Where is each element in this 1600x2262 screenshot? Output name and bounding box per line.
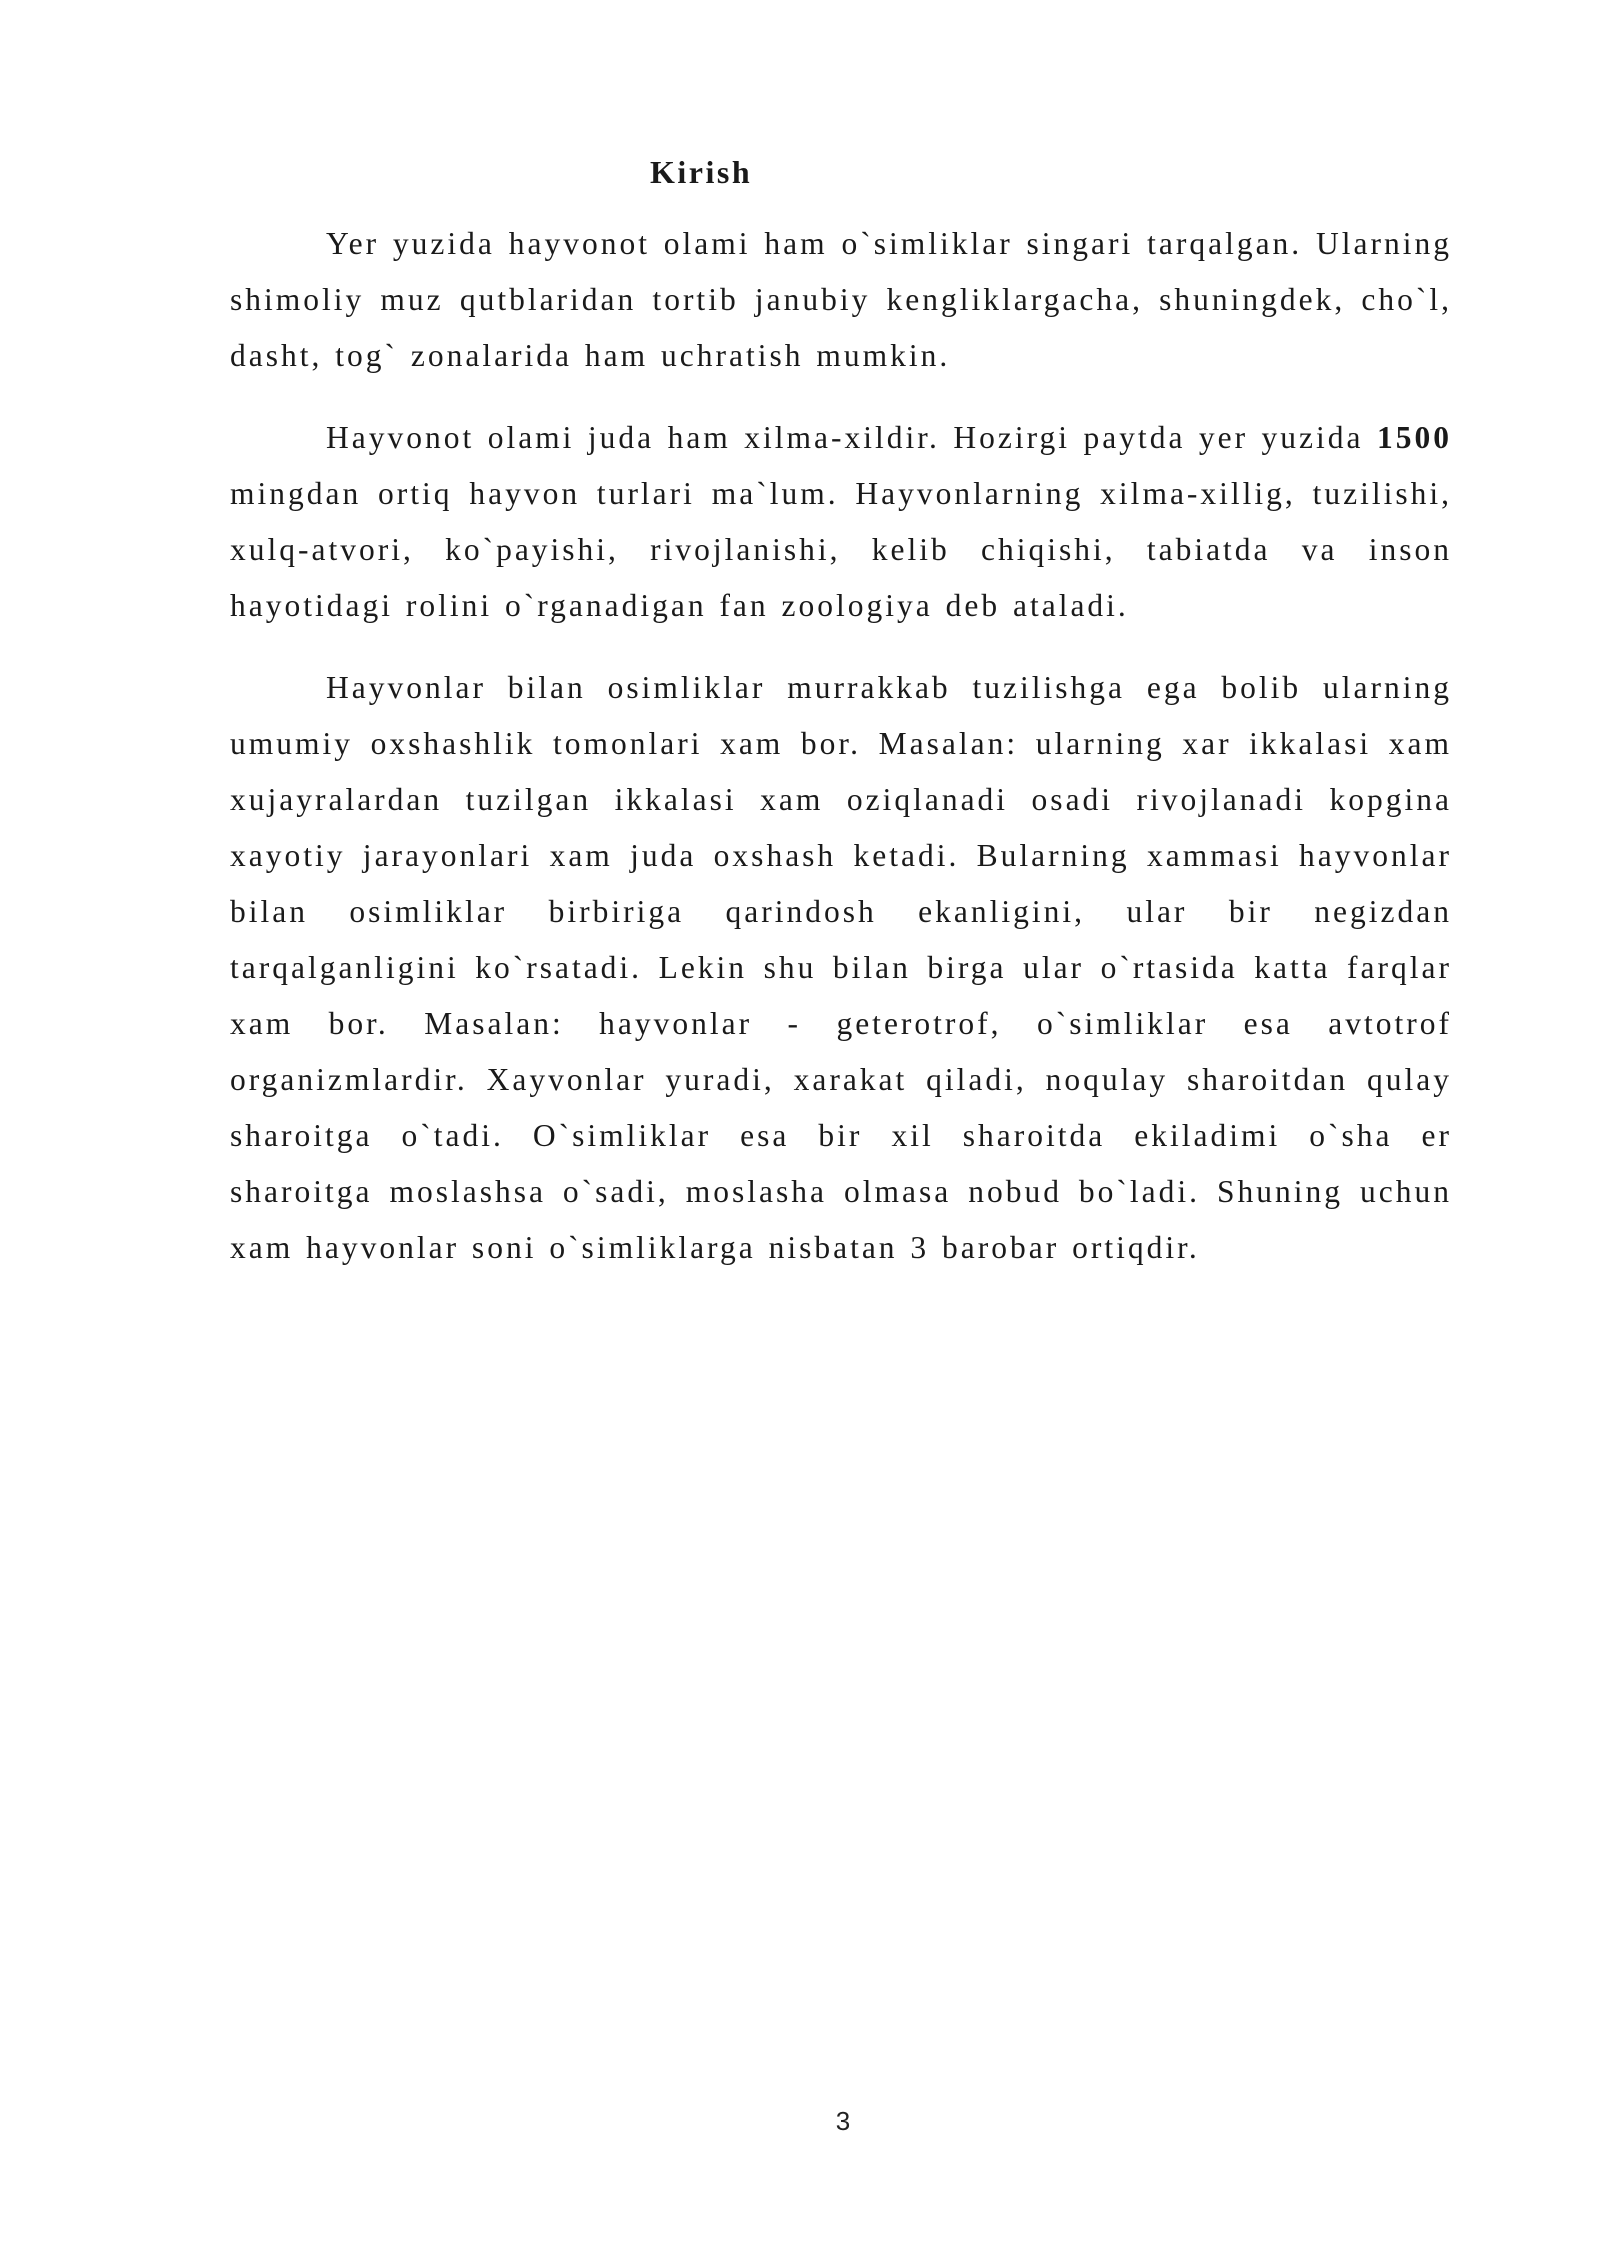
paragraph-2 (230, 410, 1452, 634)
paragraph-2-bold-number: 1500 (1377, 420, 1452, 455)
document-body (230, 150, 1452, 1302)
section-title: Kirish (650, 154, 753, 190)
paragraph-3 (230, 660, 1452, 1276)
paragraph-2-text-after: mingdan ortiq hayvon turlari ma`lum. Hayvonlarning xilma-xillig, tuzilishi, xulq-atvori, ko`payishi, rivojlanishi, kelib chiqishi, tabiatda va inson hayotidagi rolini o`rganadigan fan zoologiya deb ataladi. (230, 476, 1452, 623)
paragraph-1 (230, 216, 1452, 384)
paragraph-1-text: Yer yuzida hayvonot olami ham o`simliklar singari tarqalgan. Ularning shimoliy muz qutblaridan tortib janubiy kengliklargacha, shuningdek, cho`l, dasht, tog` zonalarida ham uchratish mumkin. (230, 226, 1452, 373)
paragraph-2-text-before: Hayvonot olami juda ham xilma-xildir. Hozirgi paytda yer yuzida (326, 420, 1377, 455)
paragraph-3-text: Hayvonlar bilan osimliklar murrakkab tuzilishga ega bolib ularning umumiy oxshashlik tomonlari xam bor. Masalan: ularning xar ikkalasi xam xujayralardan tuzilgan ikkalasi xam oziqlanadi osadi rivojlanadi kopgina xayotiy jarayonlari xam juda oxshash ketadi. Bularning xammasi hayvonlar bilan osimliklar birbiriga qarindosh ekanligini, ular bir negizdan tarqalganligini ko`rsatadi. Lekin shu bilan birga ular o`rtasida katta farqlar xam bor. Masalan: hayvonlar - geterotrof, o`simliklar esa avtotrof organizmlardir. Xayvonlar yuradi, xarakat qiladi, noqulay sharoitdan qulay sharoitga o`tadi. O`simliklar esa bir xil sharoitda ekiladimi o`sha er sharoitga moslashsa o`sadi, moslasha olmasa nobud bo`ladi. Shuning uchun xam hayvonlar soni o`simliklarga nisbatan 3 barobar ortiqdir. (230, 670, 1452, 1265)
page-number: 3 (835, 2106, 851, 2136)
